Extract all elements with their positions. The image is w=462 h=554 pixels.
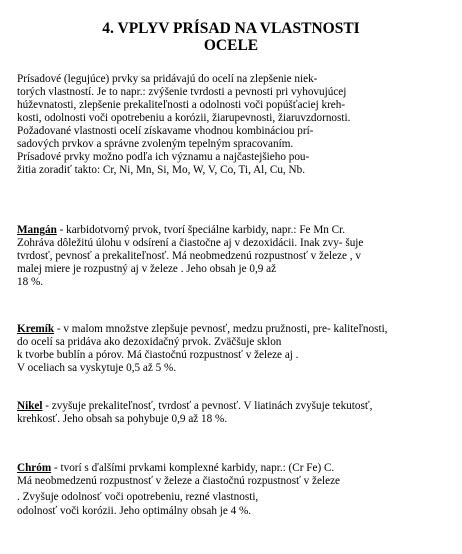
kremik-line: V oceliach sa vyskytuje 0,5 až 5 %. [17,362,177,374]
mangan-line: Zohráva dôležitú úlohu v odsírení a čiastočne aj v dezoxidácii. Inak zvy- šuje [17,237,364,249]
intro-line: Požadované vlastnosti ocelí získavame vhodnou kombináciou prí- [17,125,314,137]
nikel-line: krehkosť. Jeho obsah sa pohybuje 0,9 až 18 %. [17,413,228,425]
intro-line: húževnatosti, zlepšenie prekaliteľnosti a odolnosti voči popúšťaciej kreh- [17,99,346,111]
chrom-line: odolnosť voči korózii. Jeho optimálny obsah je 4 %. [17,505,252,517]
nikel-term: Nikel [17,400,43,412]
page-title-line2: OCELE [203,37,259,54]
chrom-term: Chróm [17,462,52,474]
intro-line: Prísadové prvky možno podľa ich významu a najčastejšieho pou- [17,151,310,163]
nikel-text: - zvyšuje prekaliteľnosť, tvrdosť a pevnosť. V liatinách zvyšuje tekutosť, [42,400,373,412]
mangan-line: 18 %. [17,276,44,288]
chrom-first-line [17,462,454,475]
mangan-line: tvrdosť, pevnosť a prekaliteľnosť. Má neobmedzenú rozpustnosť v železe , v [17,250,361,262]
mangan-first-line [17,224,454,237]
intro-line: žitia zoradiť takto: Cr, Ni, Mn, Si, Mo, W, V, Co, Ti, Al, Cu, Nb. [17,164,305,176]
mangan-text: - karbidotvorný prvok, tvorí špeciálne karbidy, napr.: Fe Mn Cr. [56,224,346,236]
kremik-line: do ocelí sa pridáva ako dezoxidačný prvok. Zväčšuje sklon [17,336,282,348]
mangan-line: malej miere je rozpustný aj v železe . Jeho obsah je 0,9 až [17,263,277,275]
intro-line: Prísadové (legujúce) prvky sa pridávajú do ocelí na zlepšenie niek- [17,73,318,85]
page-title-line1: 4. VPLYV PRÍSAD NA VLASTNOSTI [102,20,360,37]
kremik-first-line [17,323,454,336]
intro-line: sadových prvkov a správne zvoleným tepelným spracovaním. [17,138,294,150]
kremik-text: - v malom množstve zlepšuje pevnosť, medzu pružnosti, pre- kaliteľnosti, [54,323,388,335]
chrom-line: . Zvyšuje odolnosť voči opotrebeniu, rezné vlastnosti, [17,491,259,503]
kremik-term: Kremík [17,323,55,335]
intro-line: torých vlastností. Je to napr.: zvýšenie tvrdosti a pevnosti pri vyhovujúcej [17,86,347,98]
chrom-text: - tvorí s ďalšími prvkami komplexné karbidy, napr.: (Cr Fe) C. [51,462,335,474]
kremik-line: k tvorbe bublín a pórov. Má čiastočnú rozpustnosť v železe aj . [17,349,299,361]
nikel-first-line [17,400,454,413]
chrom-line: Má neobmedzenú rozpustnosť v železe a čiastočnú rozpustnosť v železe [17,475,340,487]
intro-line: kosti, odolnosti voči opotrebeniu a korózii, žiarupevnosti, žiaruvzdornosti. [17,112,351,124]
mangan-term: Mangán [17,224,57,236]
